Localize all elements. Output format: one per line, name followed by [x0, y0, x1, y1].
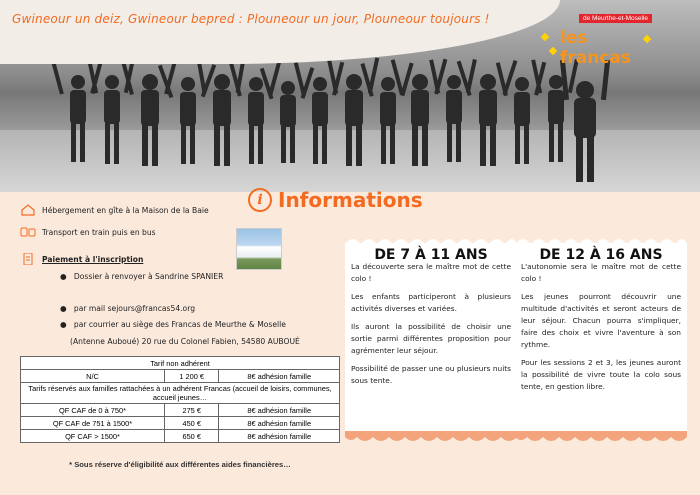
feature-lodging	[20, 204, 209, 216]
info-icon: i	[248, 188, 272, 212]
table-row	[21, 404, 340, 417]
table-cell: 8€ adhésion famille	[219, 370, 340, 383]
card-paragraph: Possibilité de passer une ou plusieurs nuits sous tente.	[351, 364, 511, 385]
payment-item: ● par mail sejours@francas54.org	[60, 304, 196, 313]
table-cell: 8€ adhésion famille	[219, 417, 340, 430]
payment-item: ● Dossier à renvoyer à Sandrine SPANIER	[60, 272, 224, 281]
card-paragraph: La découverte sera le maître mot de cette colo !	[351, 262, 511, 283]
card-paragraph: L'autonomie sera le maître mot de cette colo !	[521, 262, 681, 283]
star-icon	[549, 47, 557, 55]
house-icon	[20, 204, 36, 216]
table-cell: QF CAF > 1500*	[21, 430, 165, 443]
card-bottom-wave	[515, 431, 687, 445]
card-7-11	[345, 243, 517, 437]
logo-name: les francas	[560, 28, 632, 68]
table-cell: 8€ adhésion famille	[219, 430, 340, 443]
table-cell: N/C	[21, 370, 165, 383]
logo-region: de Meurthe-et-Moselle	[579, 14, 652, 23]
payment-title: Paiement à l'inscription	[42, 254, 144, 264]
table-cell: 275 €	[164, 404, 218, 417]
francas-logo	[540, 14, 652, 68]
table-cell: QF CAF de 0 à 750*	[21, 404, 165, 417]
card-12-16	[515, 243, 687, 437]
star-icon	[541, 33, 549, 41]
table-row	[21, 430, 340, 443]
house-photo	[236, 228, 282, 270]
table-cell: 650 €	[164, 430, 218, 443]
card-top-pattern	[515, 233, 687, 245]
feature-transport	[20, 226, 156, 238]
card-title: DE 7 À 11 ANS	[374, 247, 488, 263]
table-cell: 8€ adhésion famille	[219, 404, 340, 417]
card-top-pattern	[345, 233, 517, 245]
hero-photo	[0, 0, 700, 192]
card-paragraph: Pour les sessions 2 et 3, les jeunes auront la possibilité de vivre toute la colo sous tente, en gestion libre.	[521, 358, 681, 391]
slogan: Gwineour un deiz, Gwineour bepred : Plouneour un jour, Plouneour toujours !	[12, 12, 490, 26]
tarif-header: Tarif non adhérent	[21, 357, 340, 370]
document-icon	[20, 253, 36, 265]
feature-label: Hébergement en gîte à la Maison de la Baie	[42, 205, 209, 215]
table-cell: 1 200 €	[164, 370, 218, 383]
payment-item-text: Dossier à renvoyer à Sandrine SPANIER	[73, 272, 224, 281]
table-row	[21, 417, 340, 430]
train-bus-icon	[20, 226, 36, 238]
card-paragraph: Les jeunes pourront découvrir une multitude d'activités et seront acteurs de leur séjour. Chacun pourra s'impliquer, faire des choix et vivre l'aventure à son rythme.	[521, 292, 681, 349]
card-paragraph: Les enfants participeront à plusieurs activités diverses et variées.	[351, 292, 511, 313]
payment-title-row	[20, 253, 143, 265]
table-cell: 450 €	[164, 417, 218, 430]
tarif-reserved-note: Tarifs réservés aux familles rattachées à un adhérent Francas (accueil de loisirs, communes, accueil jeunes…	[21, 383, 340, 404]
card-paragraph: Ils auront la possibilité de choisir une sortie parmi différentes proposition pour agrémenter leur séjour.	[351, 322, 511, 355]
tarif-table	[20, 356, 340, 443]
card-bottom-wave	[345, 431, 517, 445]
payment-item: ● par courrier au siège des Francas de Meurthe & Moselle	[60, 320, 286, 329]
section-title	[248, 188, 423, 212]
payment-address: (Antenne Auboué) 20 rue du Colonel Fabien, 54580 AUBOUÉ	[70, 337, 300, 346]
payment-item-text: par courrier au siège des Francas de Meurthe & Moselle	[73, 320, 286, 329]
section-title-text: Informations	[278, 188, 423, 212]
footnote: * Sous réserve d'éligibilité aux différentes aides financières…	[69, 460, 291, 469]
table-row	[21, 370, 340, 383]
card-title: DE 12 À 16 ANS	[539, 247, 663, 263]
payment-item-text: par mail sejours@francas54.org	[73, 304, 196, 313]
table-cell: QF CAF de 751 à 1500*	[21, 417, 165, 430]
feature-label: Transport en train puis en bus	[42, 227, 156, 237]
